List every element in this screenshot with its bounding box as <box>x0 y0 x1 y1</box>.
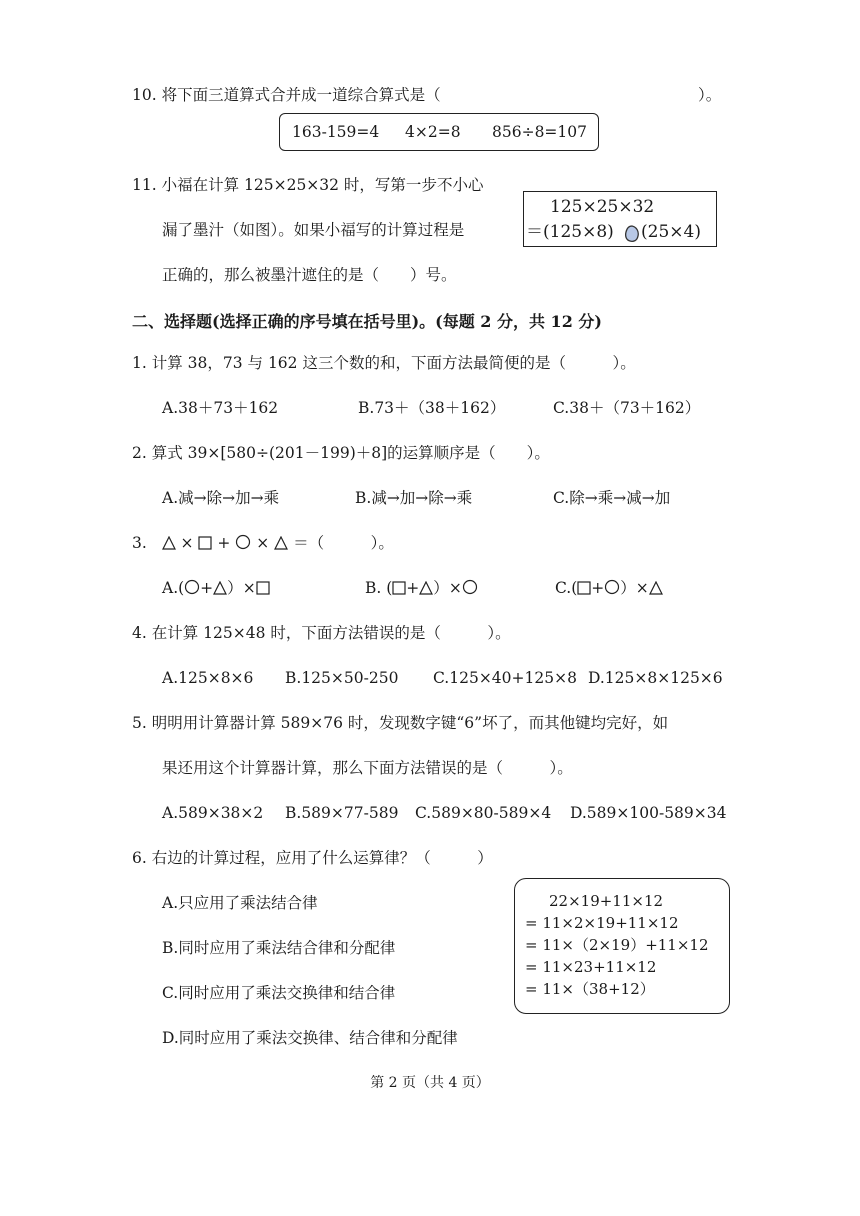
square-icon <box>392 581 406 595</box>
c6-calc-line5: = 11×（38+12） <box>525 980 655 998</box>
c6-option-d: D.同时应用了乘法交换律、结合律和分配律 <box>162 1029 458 1047</box>
q11-line2: 漏了墨汁（如图）。如果小福写的计算过程是 <box>162 221 465 239</box>
c3-question: 3. × + × ＝（ ）。 <box>132 534 394 552</box>
c3-option-c: C.( + ）× <box>555 578 663 598</box>
q10-expr-2: 4×2=8 <box>405 123 461 141</box>
q11-box-line1: 125×25×32 <box>550 197 655 217</box>
circle-icon <box>184 579 200 595</box>
c3-option-a-plus: + <box>200 579 214 597</box>
c1-option-a: A.38＋73＋162 <box>162 399 279 417</box>
c3-plus: + <box>217 534 231 552</box>
c4-option-a: A.125×8×6 <box>162 669 254 687</box>
c5-option-a: A.589×38×2 <box>162 804 264 822</box>
c5-option-d: D.589×100-589×34 <box>570 804 727 822</box>
c6-option-c: C.同时应用了乘法交换律和结合律 <box>162 984 396 1002</box>
q11-line3: 正确的，那么被墨汁遮住的是（ ）号。 <box>162 266 457 284</box>
q10-expr-3: 856÷8=107 <box>492 123 588 141</box>
c3-times-1: × <box>180 534 194 552</box>
c2-option-b: B.减→加→除→乘 <box>355 489 473 507</box>
c3-option-a-times: × <box>242 579 256 597</box>
circle-icon <box>462 579 478 595</box>
c1-question: 1. 计算 38，73 与 162 这三个数的和，下面方法最简便的是（ ）。 <box>132 354 636 372</box>
c3-option-c-prefix: C.( <box>555 579 578 597</box>
square-icon <box>198 536 212 550</box>
c5-line2: 果还用这个计算器计算，那么下面方法错误的是（ ）。 <box>162 759 573 777</box>
c3-option-c-times: × <box>635 579 649 597</box>
q10-text: 10. 将下面三道算式合并成一道综合算式是（ <box>132 86 441 104</box>
square-icon <box>256 581 270 595</box>
triangle-icon <box>162 536 176 550</box>
c6-calc-line1: 22×19+11×12 <box>549 892 664 910</box>
triangle-icon <box>649 581 663 595</box>
c3-option-b-prefix: B. ( <box>365 579 393 597</box>
c6-calc-line2: = 11×2×19+11×12 <box>525 914 679 932</box>
q10-expr-1: 163-159=4 <box>292 123 380 141</box>
c5-line1: 5. 明明用计算器计算 589×76 时，发现数字键“6”坏了，而其他键均完好，如 <box>132 714 669 732</box>
c3-option-a-prefix: A.( <box>162 579 185 597</box>
c4-option-d: D.125×8×125×6 <box>588 669 723 687</box>
q10-close: ）。 <box>698 86 722 104</box>
q10-box <box>279 113 599 151</box>
c2-option-a: A.减→除→加→乘 <box>162 489 280 507</box>
c6-calc-line4: = 11×23+11×12 <box>525 958 657 976</box>
c4-option-b: B.125×50-250 <box>285 669 399 687</box>
c4-question: 4. 在计算 125×48 时，下面方法错误的是（ ）。 <box>132 624 511 642</box>
c6-option-b: B.同时应用了乘法结合律和分配律 <box>162 939 396 957</box>
c3-option-b: B. ( + ）× <box>365 578 478 598</box>
c3-times-2: × <box>256 534 270 552</box>
q11-box-line2b: (25×4) <box>641 222 701 242</box>
triangle-icon <box>419 581 433 595</box>
c3-question-tail: ＝（ ）。 <box>293 534 394 552</box>
c1-option-c: C.38＋（73＋162） <box>553 399 701 417</box>
c5-option-b: B.589×77-589 <box>285 804 399 822</box>
q11-box-line2a: ＝(125×8) <box>526 222 614 242</box>
c5-option-c: C.589×80-589×4 <box>415 804 552 822</box>
q11-ink-box <box>523 191 717 247</box>
circle-icon <box>604 579 620 595</box>
c3-option-b-times: × <box>448 579 462 597</box>
q11-line1: 11. 小福在计算 125×25×32 时，写第一步不小心 <box>132 176 484 194</box>
c2-option-c: C.除→乘→减→加 <box>553 489 671 507</box>
circle-icon <box>235 534 251 550</box>
c2-question: 2. 算式 39×[580÷(201－199)＋8]的运算顺序是（ ）。 <box>132 444 550 462</box>
c6-calc-box <box>514 878 730 1014</box>
triangle-icon <box>213 581 227 595</box>
c3-option-b-plus: + <box>406 579 420 597</box>
c3-option-c-plus: + <box>591 579 605 597</box>
c6-question: 6. 右边的计算过程，应用了什么运算律？（ ） <box>132 849 493 867</box>
c6-calc-line3: = 11×（2×19）+11×12 <box>525 936 709 954</box>
triangle-icon <box>274 536 288 550</box>
ink-blot-icon <box>624 225 640 243</box>
c3-option-a: A.( + ）× <box>162 578 270 598</box>
c6-option-a: A.只应用了乘法结合律 <box>162 894 318 912</box>
c4-option-c: C.125×40+125×8 <box>433 669 577 687</box>
page-footer: 第 2 页（共 4 页） <box>370 1075 490 1091</box>
square-icon <box>577 581 591 595</box>
section2-heading: 二、选择题(选择正确的序号填在括号里)。(每题 2 分，共 12 分) <box>132 312 602 331</box>
c1-option-b: B.73＋（38＋162） <box>358 399 506 417</box>
